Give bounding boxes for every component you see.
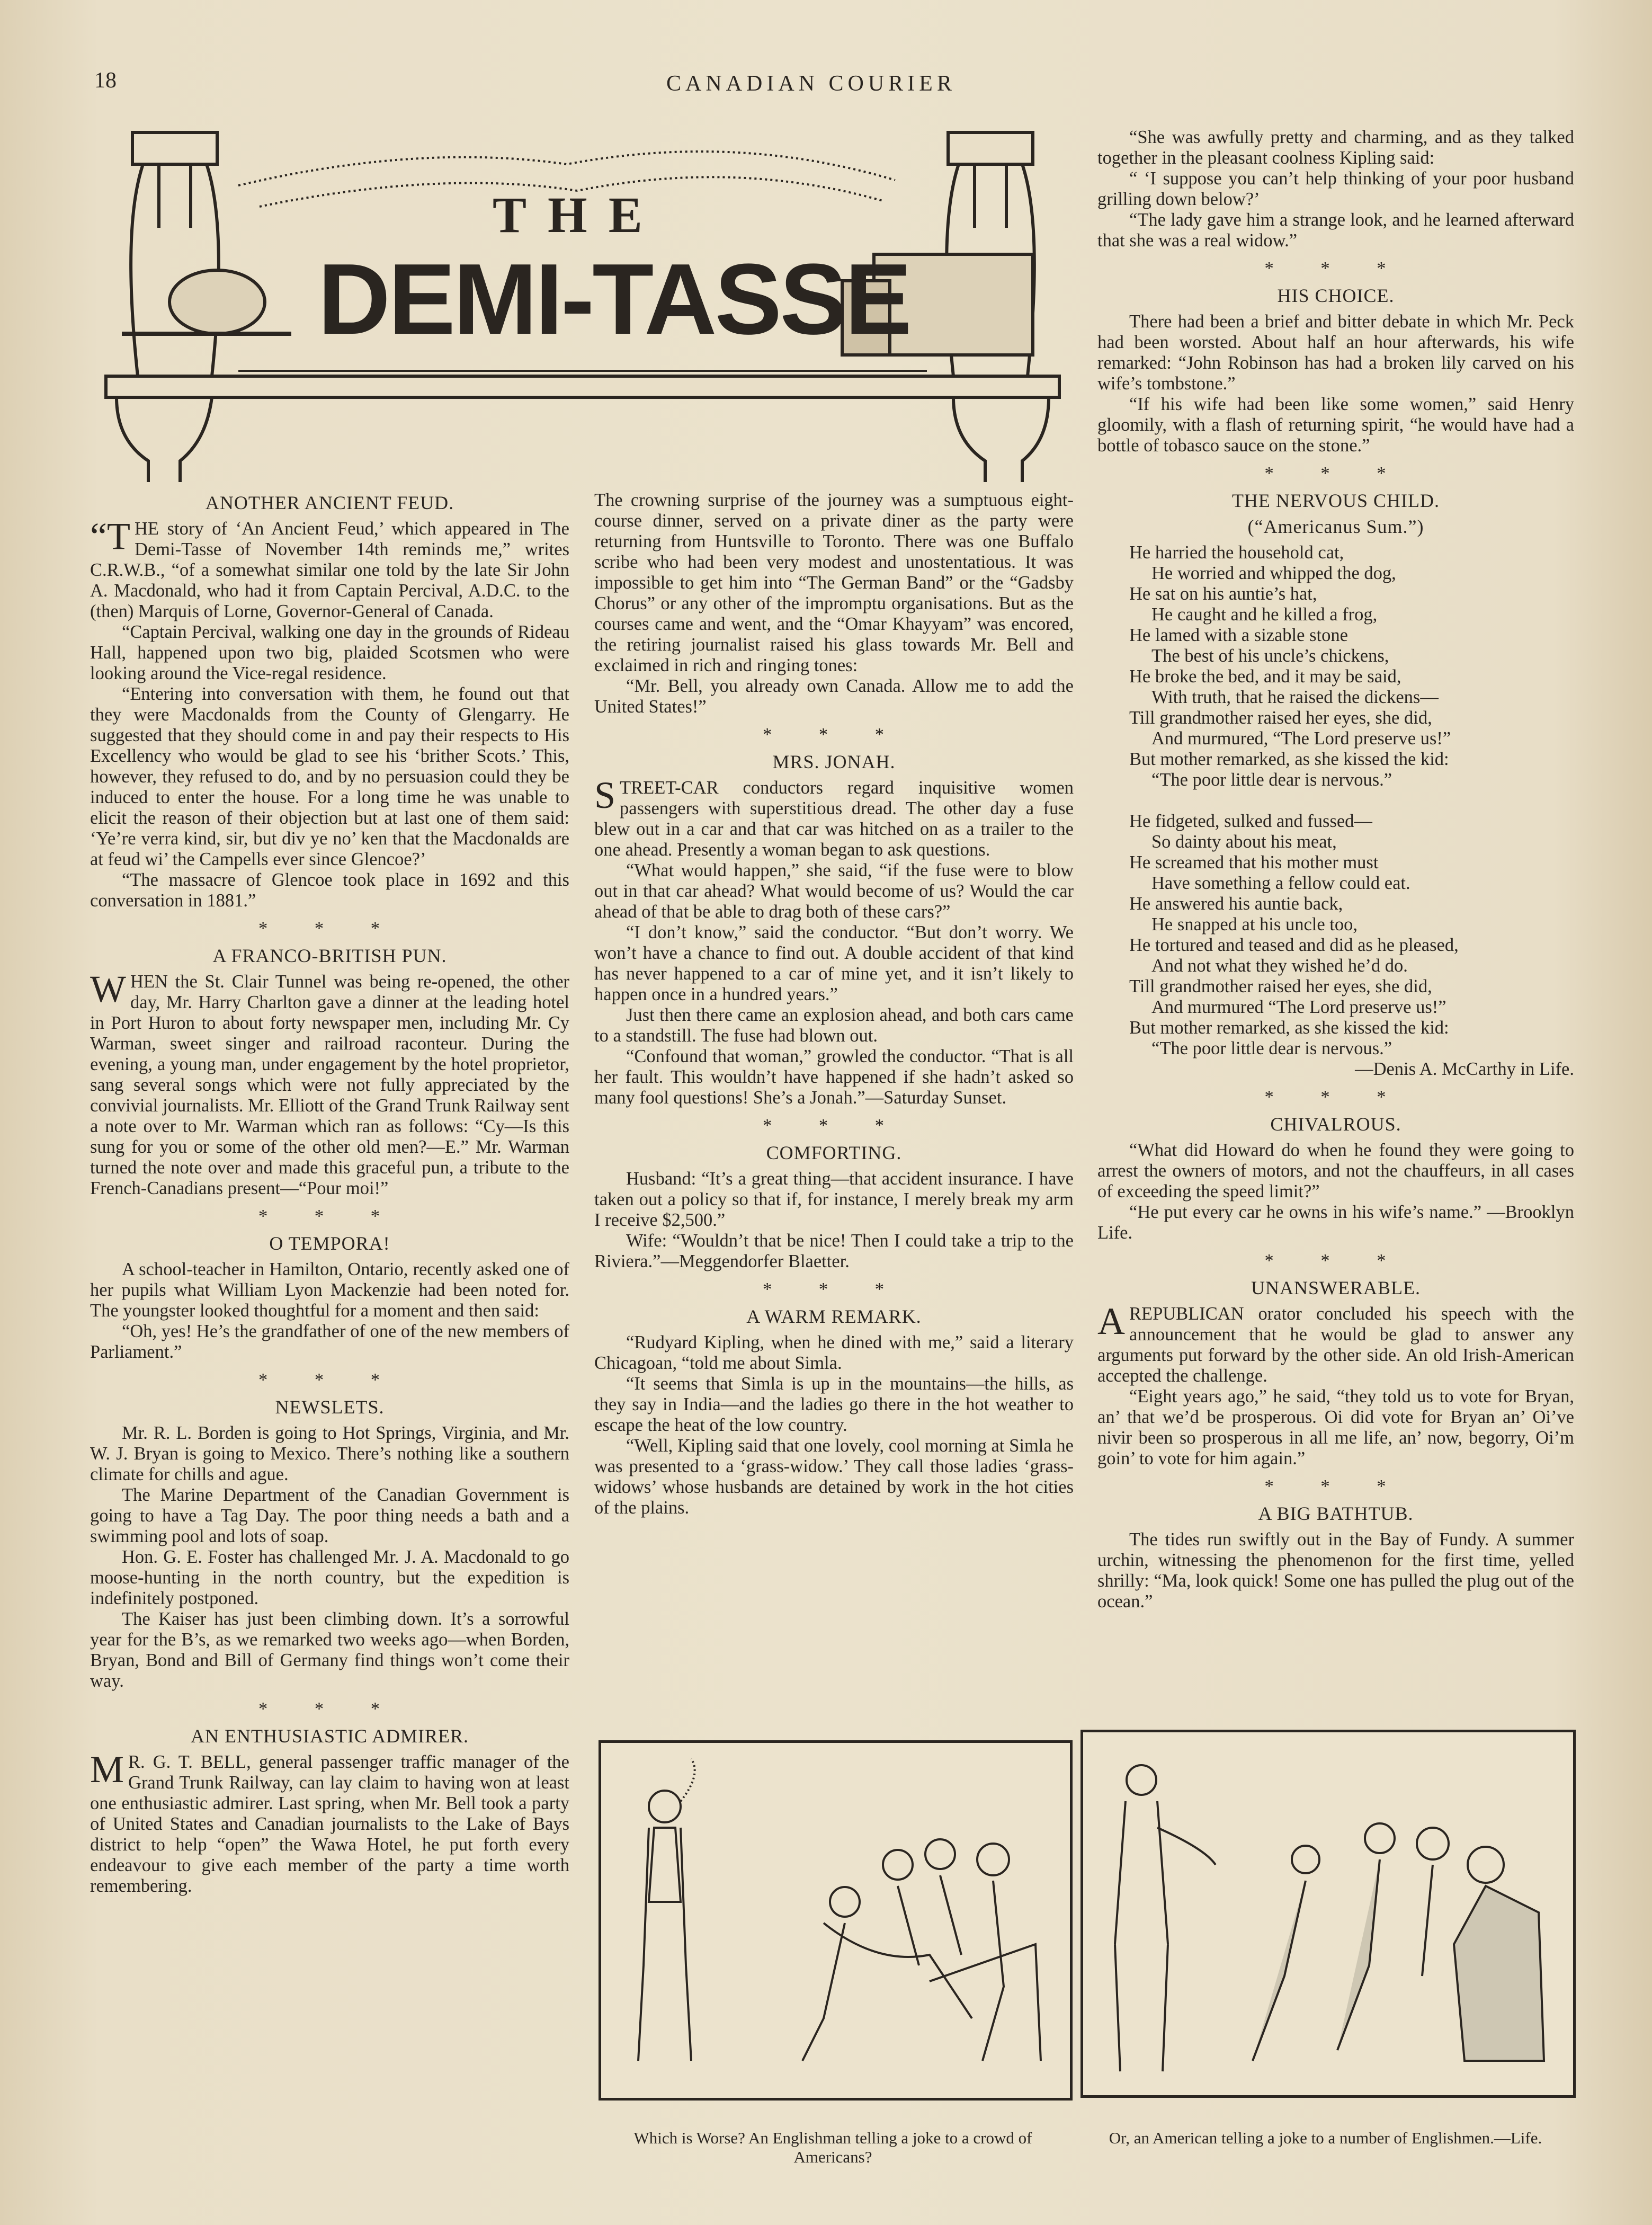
newslets-p4: The Kaiser has just been climbing down. It’s a sorrowful year for the B’s, as we remarked two weeks ago—when Borden, Bryan, Bond and Bill of Germany find things won’t come their way. xyxy=(90,1609,569,1691)
admirer-p3: “Mr. Bell, you already own Canada. Allow me to add the United States!” xyxy=(594,676,1074,717)
ancient-feud-p1: HE story of ‘An Ancient Feud,’ which appeared in The Demi-Tasse of November 14th reminds me,” writes C.R.W.B., “of a somewhat similar one told by the late Sir John A. Macdonald, who had it from Captain Percival, A.D.C. to the (then) Marquis of Lorne, Governor-General of Canada. xyxy=(90,519,569,621)
unanswerable-heading: UNANSWERABLE. xyxy=(1251,1277,1421,1298)
drop-cap: S xyxy=(594,774,616,816)
franco-british-heading: A FRANCO-BRITISH PUN. xyxy=(212,945,447,966)
cartoon-left xyxy=(599,1740,1073,2101)
unanswerable-p2: “Eight years ago,” he said, “they told us to vote for Bryan, an’ that we’d be prosperous. Oi did vote for Bryan an’ Oi’ve nivir been so prosperous in all me life, an’ now, begorry, Oi’m goin’ to vote for him again.” xyxy=(1097,1386,1574,1468)
comforting-p1: Husband: “It’s a great thing—that accident insurance. I have taken out a policy so that if, for instance, I merely break my arm I receive $2,500.” xyxy=(594,1169,1074,1230)
section-divider: * * * xyxy=(258,1206,401,1226)
admirer-p1: R. G. T. BELL, general passenger traffic manager of the Grand Trunk Railway, can lay claim to having won at least one enthusiastic admirer. Last spring, when Mr. Bell took a party of United States and Canadian journalists to the Lake of Bays district to help “open” the Wawa Hotel, he put forth every endeavour to give each member of the party a time worth remembering. xyxy=(90,1752,569,1896)
poem-line: He fidgeted, sulked and fussed— xyxy=(1129,811,1372,831)
his-choice-heading: HIS CHOICE. xyxy=(1277,285,1395,306)
cartoon-right xyxy=(1081,1730,1576,2098)
warm-remark-heading: A WARM REMARK. xyxy=(746,1306,922,1327)
chivalrous-p1: “What did Howard do when he found they were going to arrest the owners of motors, and not the chauffeurs, in all cases of exceeding the speed limit?” xyxy=(1097,1140,1574,1202)
mrs-jonah-p1: TREET-CAR conductors regard inquisitive women passengers with superstitious dread. The other day a fuse blew out in a car and that car was hitched on as a trailer to the one ahead. Presently a woman began to ask questions. xyxy=(594,778,1074,860)
section-divider: * * * xyxy=(1264,259,1407,279)
ancient-feud-p3: “Entering into conversation with them, he found out that they were Macdonalds from the County of Glengarry. He suggested that they should come in and pay their respects to His Excellency who would be glad to see his ‘brither Scots.’ This, however, they refused to do, and by no persuasion could they be induced to enter the house. For a long time he was unable to elicit the reason of their objection but at last one of them said: ‘Ye’re verra kind, sir, but div ye no’ ken that the Macdonalds are at feud wi’ the Campells ever since Glencoe?’ xyxy=(90,684,569,869)
comforting-p2: Wife: “Wouldn’t that be nice! Then I could take a trip to the Riviera.”—Meggendorfer Blaetter. xyxy=(594,1231,1074,1271)
poem-line: Till grandmother raised her eyes, she did, xyxy=(1129,708,1432,728)
section-divider: * * * xyxy=(258,1370,401,1390)
warm-remark-p5: “ ‘I suppose you can’t help thinking of your poor husband grilling down below?’ xyxy=(1097,168,1574,209)
drop-cap: “T xyxy=(90,515,130,557)
warm-remark-p4: “She was awfully pretty and charming, and as they talked together in the pleasant coolness Kipling said: xyxy=(1097,127,1574,168)
poem-attribution: —Denis A. McCarthy in Life. xyxy=(1355,1059,1574,1079)
mrs-jonah-p4: Just then there came an explosion ahead, and both cars came to a standstill. The fuse had blown out. xyxy=(594,1005,1074,1046)
o-tempora-p1: A school-teacher in Hamilton, Ontario, recently asked one of her pupils what William Lyon Mackenzie had been noted for. The youngster looked thoughtful for a moment and then said: xyxy=(90,1259,569,1321)
his-choice-p2: “If his wife had been like some women,” said Henry gloomily, with a flash of returning spirit, “he would have had a bottle of tobasco sauce on the stone.” xyxy=(1097,394,1574,456)
comforting-heading: COMFORTING. xyxy=(766,1142,902,1163)
o-tempora-p2: “Oh, yes! He’s the grandfather of one of the new members of Parliament.” xyxy=(90,1321,569,1362)
newslets-heading: NEWSLETS. xyxy=(275,1396,385,1418)
poem-line: But mother remarked, as she kissed the kid: xyxy=(1129,1018,1449,1038)
poem-line: Have something a fellow could eat. xyxy=(1151,873,1410,893)
column-1 xyxy=(90,486,569,1897)
poem-line: “The poor little dear is nervous.” xyxy=(1151,1038,1392,1058)
ancient-feud-heading: ANOTHER ANCIENT FEUD. xyxy=(205,492,454,513)
newslets-p3: Hon. G. E. Foster has challenged Mr. J. A. Macdonald to go moose-hunting in the north country, but the expedition is indefinitely postponed. xyxy=(90,1547,569,1608)
admirer-heading: AN ENTHUSIASTIC ADMIRER. xyxy=(190,1725,469,1747)
his-choice-p1: There had been a brief and bitter debate in which Mr. Peck had been worsted. About half an hour afterwards, his wife remarked: “John Robinson has had a broken lily carved on his wife’s tombstone.” xyxy=(1097,312,1574,394)
poem-line: He lamed with a sizable stone xyxy=(1129,625,1348,645)
poem-line: And murmured “The Lord preserve us!” xyxy=(1151,997,1446,1017)
mrs-jonah-heading: MRS. JONAH. xyxy=(772,751,896,772)
newslets-p1: Mr. R. L. Borden is going to Hot Springs, Virginia, and Mr. W. J. Bryan is going to Mexico. There’s nothing like a southern climate for chills and ague. xyxy=(90,1423,569,1484)
column-3 xyxy=(1097,127,1574,1612)
poem-stanza-1 xyxy=(1097,542,1574,790)
header-the: THE xyxy=(493,186,664,243)
section-divider: * * * xyxy=(1264,1087,1407,1107)
cartoon-right-caption: Or, an American telling a joke to a number of Englishmen.—Life. xyxy=(1109,2129,1542,2147)
poem-line: And not what they wished he’d do. xyxy=(1151,956,1408,976)
poem-line: Till grandmother raised her eyes, she did, xyxy=(1129,976,1432,996)
cartoon-right-illustration xyxy=(1083,1732,1573,2095)
section-divider: * * * xyxy=(1264,1476,1407,1497)
section-divider: * * * xyxy=(763,725,905,745)
poem-line: He broke the bed, and it may be said, xyxy=(1129,666,1401,687)
ancient-feud-p4: “The massacre of Glencoe took place in 1692 and this conversation in 1881.” xyxy=(90,870,569,911)
chivalrous-heading: CHIVALROUS. xyxy=(1270,1114,1401,1135)
running-head: CANADIAN COURIER xyxy=(666,72,956,96)
warm-remark-p6: “The lady gave him a strange look, and he learned afterward that she was a real widow.” xyxy=(1097,210,1574,251)
header-title: DEMI-TASSE xyxy=(318,243,910,355)
mrs-jonah-p2: “What would happen,” she said, “if the fuse were to blow out in that car ahead? What would become of us? Would the car ahead of that be able to drag both of these cars?” xyxy=(594,860,1074,922)
admirer-p2: The crowning surprise of the journey was a sumptuous eight-course dinner, served on a private diner as the party were returning from Huntsville to Toronto. There was one Buffalo scribe who had been very modest and unostentatious. It was impossible to get him into “The German Band” or the “Gadsby Chorus” or any other of the impromptu organisations. But as the courses came and went, and the “Omar Khayyam” was encored, the retiring journalist raised his glass towards Mr. Bell and exclaimed in rich and ringing tones: xyxy=(594,490,1074,675)
poem-line: He snapped at his uncle too, xyxy=(1151,914,1358,934)
poem-line: He answered his auntie back, xyxy=(1129,894,1343,914)
o-tempora-heading: O TEMPORA! xyxy=(269,1233,390,1254)
section-divider: * * * xyxy=(763,1279,905,1300)
warm-remark-p2: “It seems that Simla is up in the mountains—the hills, as they say in India—and the ladies go there in the hot weather to escape the heat of the low country. xyxy=(594,1374,1074,1435)
franco-british-p1: HEN the St. Clair Tunnel was being re-opened, the other day, Mr. Harry Charlton gave a dinner at the leading hotel in Port Huron to about forty newspaper men, including Mr. Cy Warman, sweet singer and railroad raconteur. During the evening, a young man, under engagement by the hotel proprietor, sang several songs which were not fully appreciated by the convivial journalists. Mr. Elliott of the Grand Trunk Railway sent a note over to Mr. Warman which ran as follows: “Cy—Is this sung for you or some of the other old men?—E.” Mr. Warman turned the note over and made this graceful pun, a tribute to the French-Canadians present—“Pour moi!” xyxy=(90,972,569,1198)
section-divider: * * * xyxy=(258,1699,401,1719)
mrs-jonah-p3: “I don’t know,” said the conductor. “But don’t worry. We won’t have a chance to find out. A double accident of that kind has never happened to a car of mine yet, and it isn’t likely to happen once in a hundred years.” xyxy=(594,922,1074,1004)
poem-line: He sat on his auntie’s hat, xyxy=(1129,584,1317,604)
drop-cap: A xyxy=(1097,1300,1125,1342)
section-divider: * * * xyxy=(1264,464,1407,484)
poem-line: The best of his uncle’s chickens, xyxy=(1151,646,1389,666)
poem-line: He caught and he killed a frog, xyxy=(1151,604,1378,625)
bathtub-heading: A BIG BATHTUB. xyxy=(1258,1503,1414,1524)
poem-line: He screamed that his mother must xyxy=(1129,852,1379,873)
nervous-child-heading: THE NERVOUS CHILD. xyxy=(1231,490,1440,511)
poem-line: He tortured and teased and did as he pleased, xyxy=(1129,935,1459,955)
poem-line: With truth, that he raised the dickens— xyxy=(1151,687,1439,707)
mrs-jonah-p5: “Confound that woman,” growled the conductor. “That is all her fault. This wouldn’t have happened if she hadn’t asked so many fool questions! She’s a Jonah.”—Saturday Sunset. xyxy=(594,1046,1074,1108)
warm-remark-p1: “Rudyard Kipling, when he dined with me,” said a literary Chicagoan, “told me about Simla. xyxy=(594,1332,1074,1373)
drop-cap: W xyxy=(90,968,126,1010)
section-divider: * * * xyxy=(1264,1251,1407,1271)
poem-line: So dainty about his meat, xyxy=(1151,832,1337,852)
newslets-p2: The Marine Department of the Canadian Government is going to have a Tag Day. The poor thing needs a bath and a swimming pool and lots of soap. xyxy=(90,1485,569,1546)
warm-remark-p3: “Well, Kipling said that one lovely, cool morning at Simla he was presented to a ‘grass-widow.’ They call those ladies ‘grass-widows’ whose husbands are detained by work in the hot cities of the plains. xyxy=(594,1436,1074,1518)
section-divider: * * * xyxy=(258,919,401,939)
chivalrous-p2: “He put every car he owns in his wife’s name.” —Brooklyn Life. xyxy=(1097,1202,1574,1243)
nervous-child-subheading: (“Americanus Sum.”) xyxy=(1247,516,1424,537)
page-number: 18 xyxy=(94,68,117,93)
poem-line: He worried and whipped the dog, xyxy=(1151,563,1396,583)
drop-cap: M xyxy=(90,1748,124,1791)
poem-line: “The poor little dear is nervous.” xyxy=(1151,770,1392,790)
poem-stanza-2 xyxy=(1097,811,1574,1059)
ancient-feud-p2: “Captain Percival, walking one day in the grounds of Rideau Hall, happened upon two big, plaided Scotsmen who were looking around the Vice-regal residence. xyxy=(90,622,569,683)
cartoon-left-caption: Which is Worse? An Englishman telling a joke to a crowd of Americans? xyxy=(633,2129,1032,2166)
section-divider: * * * xyxy=(763,1116,905,1136)
poem-line: But mother remarked, as she kissed the kid: xyxy=(1129,749,1449,769)
poem-line: And murmured, “The Lord preserve us!” xyxy=(1151,728,1451,749)
bathtub-p1: The tides run swiftly out in the Bay of Fundy. A summer urchin, witnessing the phenomenon for the first time, yelled shrilly: “Ma, look quick! Some one has pulled the plug out of the ocean.” xyxy=(1097,1529,1574,1612)
unanswerable-p1: REPUBLICAN orator concluded his speech with the announcement that he would be glad to answer any arguments put forward by the other side. An old Irish-American accepted the challenge. xyxy=(1097,1304,1574,1386)
poem-line: He harried the household cat, xyxy=(1129,542,1344,563)
cartoon-left-illustration xyxy=(601,1743,1070,2098)
column-2 xyxy=(594,490,1074,1518)
